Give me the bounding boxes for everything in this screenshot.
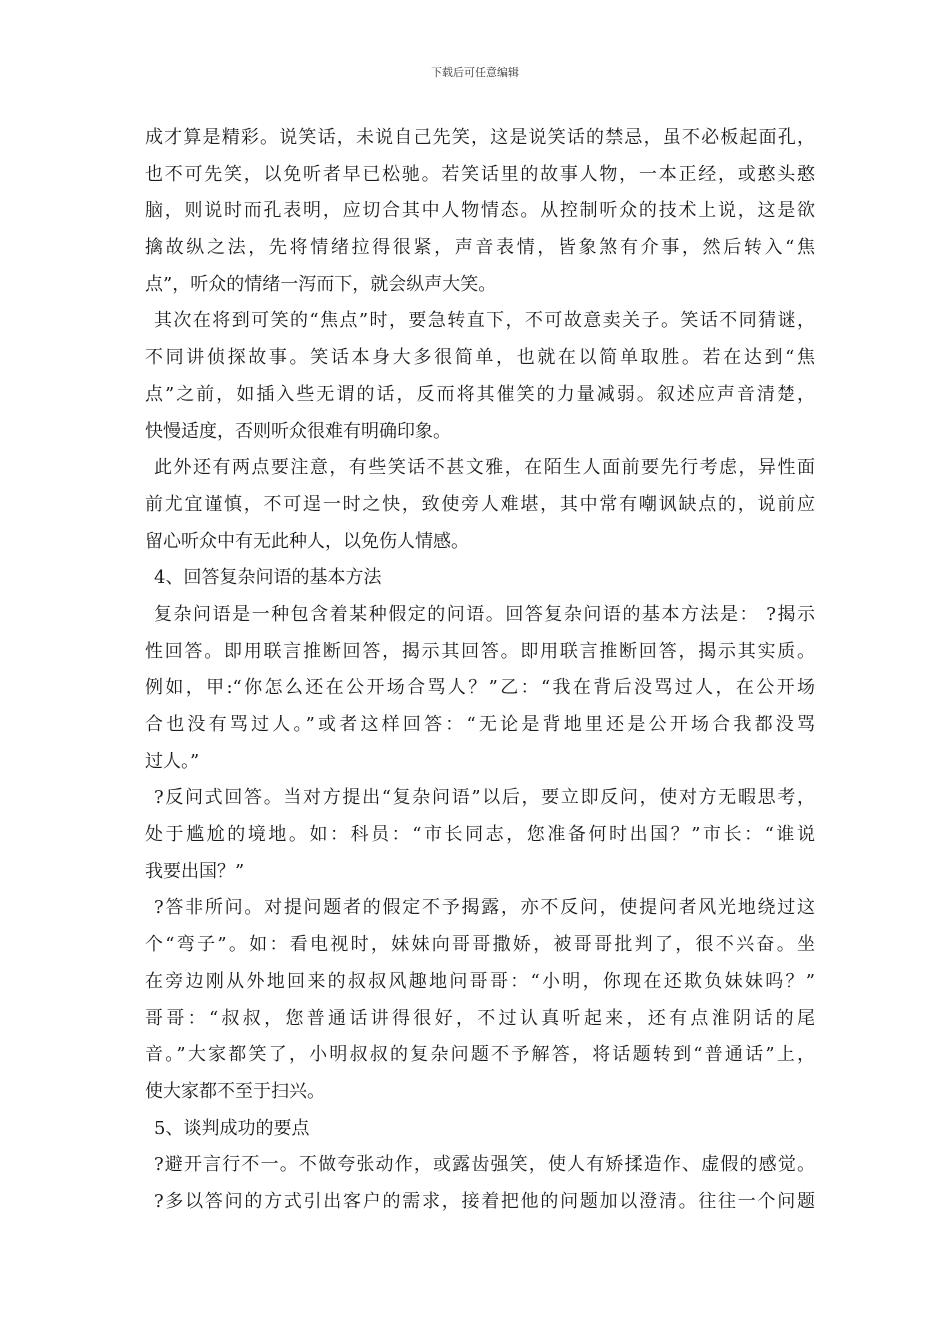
text-line: 哥哥：“叔叔，您普通话讲得很好，不过认真听起来，还有点淮阴话的尾 [145, 1007, 815, 1029]
text-line: 例如，甲:“你怎么还在公开场合骂人？”乙：“我在背后没骂过人，在公开场 [145, 677, 815, 699]
text-line: 复杂问语是一种包含着某种假定的问语。回答复杂问语的基本方法是： ?揭示 [154, 603, 815, 625]
text-line: 合也没有骂过人。”或者这样回答：“无论是背地里还是公开场合我都没骂 [145, 714, 815, 735]
text-line: 前尤宜谨慎，不可逞一时之快，致使旁人难堪，其中常有嘲讽缺点的，说前应 [145, 493, 815, 515]
text-line: 音。”大家都笑了，小明叔叔的复杂问题不予解答，将话题转到“普通话”上， [145, 1044, 815, 1066]
text-line: 不同讲侦探故事。笑话本身大多很简单，也就在以简单取胜。若在达到“焦 [145, 347, 815, 369]
text-line: 过人。” [145, 750, 200, 772]
text-line: 也不可先笑，以免听者早已松驰。若笑话里的故事人物，一本正经，或憨头憨 [145, 163, 815, 185]
text-line: 留心听众中有无此种人，以免伤人情感。 [145, 530, 469, 552]
text-line: 成才算是精彩。说笑话，未说自己先笑，这是说笑话的禁忌，虽不必板起面孔， [145, 127, 815, 148]
text-line: 在旁边刚从外地回来的叔叔风趣地问哥哥：“小明，你现在还欺负妹妹吗？” [145, 970, 815, 992]
text-line: 点”，听众的情绪一泻而下，就会纵声大笑。 [145, 273, 497, 295]
text-line: ?答非所问。对提问题者的假定不予揭露，亦不反问，使提问者风光地绕过这 [154, 897, 815, 919]
page-header-note: 下载后可任意编辑 [431, 66, 519, 79]
text-line: ?多以答问的方式引出客户的需求，接着把他的问题加以澄清。往往一个问题 [154, 1190, 815, 1212]
text-line: 快慢适度，否则听众很难有明确印象。 [145, 420, 451, 442]
text-line: 性回答。即用联言推断回答，揭示其回答。即用联言推断回答，揭示其实质。 [145, 640, 815, 662]
text-line: 擒故纵之法，先将情绪拉得很紧，声音表情，皆象煞有介事，然后转入“焦 [145, 237, 815, 259]
text-line: 5、谈判成功的要点 [154, 1117, 310, 1139]
text-line: 个“弯子”。如：看电视时，妹妹向哥哥撒娇，被哥哥批判了，很不兴奋。坐 [145, 934, 815, 956]
text-line: 其次在将到可笑的“焦点”时，要急转直下，不可故意卖关子。笑话不同猜谜， [154, 310, 815, 332]
text-line: 4、回答复杂问语的基本方法 [154, 567, 382, 589]
text-line: 脑，则说时而孔表明，应切合其中人物情态。从控制听众的技术上说，这是欲 [145, 200, 815, 222]
text-line: ?反问式回答。当对方提出“复杂问语”以后，要立即反问，使对方无暇思考， [154, 787, 815, 809]
text-line: 使大家都不至于扫兴。 [145, 1080, 325, 1102]
text-line: 点”之前，如插入些无谓的话，反而将其催笑的力量减弱。叙述应声音清楚， [145, 383, 815, 405]
document-body [145, 120, 815, 1221]
text-line: ?避开言行不一。不做夸张动作，或露齿强笑，使人有矫揉造作、虚假的感觉。 [154, 1154, 815, 1176]
text-line: 我要出国？” [145, 860, 245, 882]
text-line: 处于尴尬的境地。如：科员：“市长同志，您准备何时出国？”市长：“谁说 [145, 824, 815, 846]
text-line: 此外还有两点要注意，有些笑话不甚文雅，在陌生人面前要先行考虑，异性面 [154, 457, 815, 479]
